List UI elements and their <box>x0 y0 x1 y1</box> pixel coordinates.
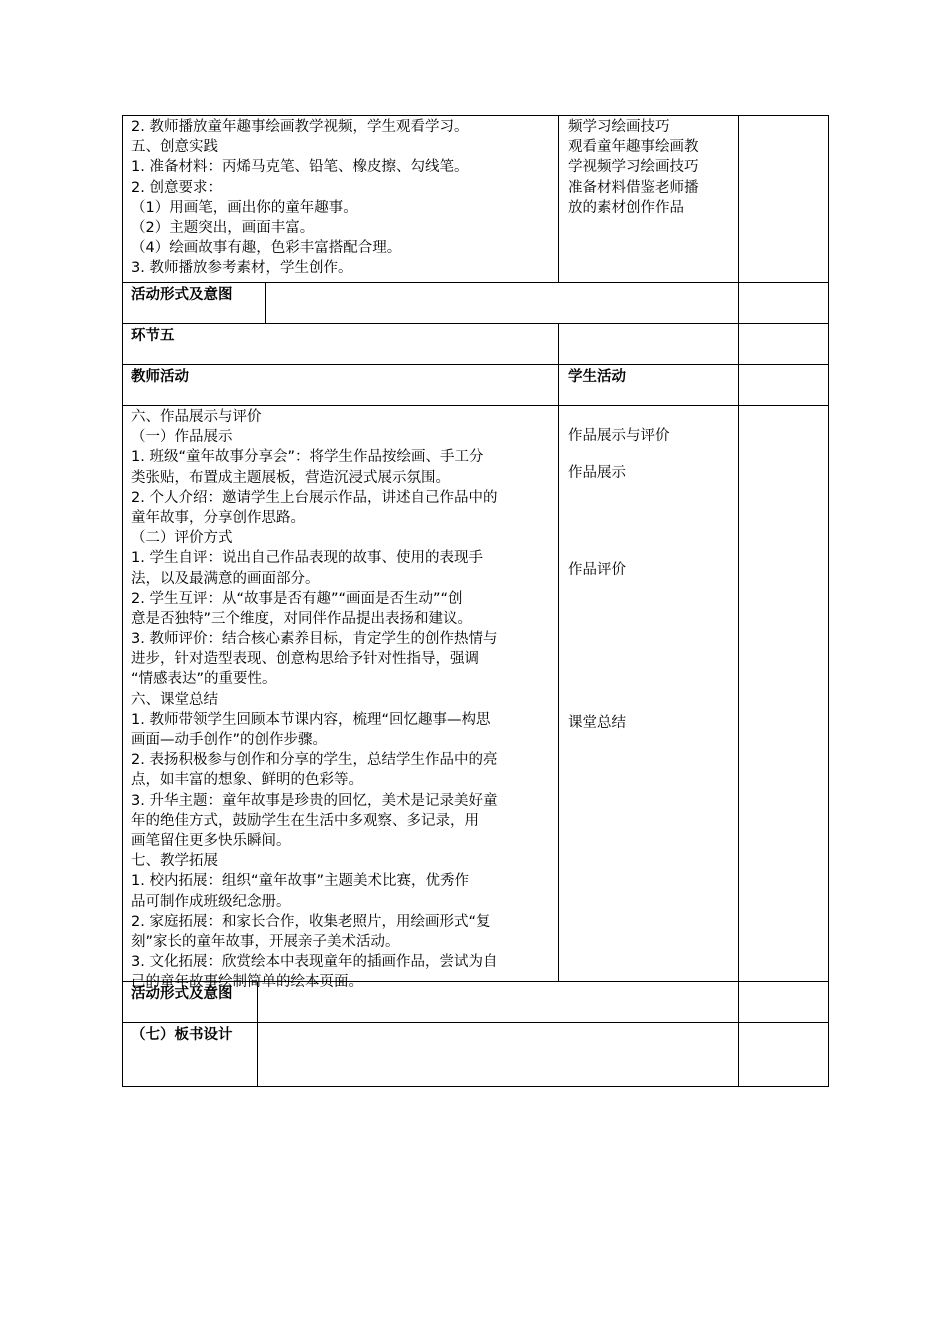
text-line: 观看童年趣事绘画教 <box>568 139 699 156</box>
text-line: 频学习绘画技巧 <box>568 119 670 135</box>
activity-form-label: 活动形式及意图 <box>131 287 233 303</box>
text-line: 年的绝佳方式，鼓励学生在生活中多观察、多记录，用 <box>131 812 479 829</box>
board-design-label: （七）板书设计 <box>131 1027 233 1043</box>
column-divider <box>558 323 559 982</box>
text-line: 刻”家长的童年故事，开展亲子美术活动。 <box>131 933 400 950</box>
student-activity-header: 学生活动 <box>568 369 626 385</box>
text-line: 画面—动手创作”的创作步骤。 <box>131 732 328 748</box>
text-line: （二）评价方式 <box>131 530 233 547</box>
column-divider <box>558 115 559 283</box>
student-item: 课堂总结 <box>568 715 626 731</box>
table-border-bottom <box>122 1086 829 1087</box>
student-activity-text-top <box>568 117 699 218</box>
text-line: 画笔留住更多快乐瞬间。 <box>131 832 291 849</box>
text-line: 六、作品展示与评价 <box>131 409 262 425</box>
text-line: 学视频学习绘画技巧 <box>568 159 699 176</box>
row-divider <box>122 282 829 283</box>
teacher-activity-text-main <box>131 407 497 992</box>
text-line: （2）主题突出，画面丰富。 <box>131 219 315 236</box>
row-divider <box>122 323 829 324</box>
text-line: 六、课堂总结 <box>131 691 218 708</box>
row-divider <box>122 364 829 365</box>
text-line: 3. 文化拓展：欣赏绘本中表现童年的插画作品，尝试为自 <box>131 954 498 971</box>
text-line: 七、教学拓展 <box>131 853 218 870</box>
row-divider <box>122 405 829 406</box>
text-line: （一）作品展示 <box>131 429 233 446</box>
text-line: 品可制作成班级纪念册。 <box>131 893 291 910</box>
text-line: （1）用画笔，画出你的童年趣事。 <box>131 199 358 216</box>
text-line: 童年故事，分享创作思路。 <box>131 509 305 526</box>
table-border-left <box>122 115 123 1087</box>
text-line: 2. 创意要求： <box>131 179 222 196</box>
teacher-activity-header: 教师活动 <box>131 369 189 385</box>
text-line: 五、创意实践 <box>131 139 218 156</box>
column-divider <box>738 115 739 1087</box>
text-line: 3. 教师评价：结合核心素养目标，肯定学生的创作热情与 <box>131 631 498 648</box>
section-five-label: 环节五 <box>131 328 175 344</box>
text-line: “情感表达”的重要性。 <box>131 671 277 688</box>
activity-form-label: 活动形式及意图 <box>131 986 233 1002</box>
student-item: 作品展示与评价 <box>568 428 670 444</box>
text-line: 2. 教师播放童年趣事绘画教学视频，学生观看学习。 <box>131 119 469 135</box>
column-divider <box>257 981 258 1087</box>
column-divider <box>265 282 266 324</box>
text-line: 3. 教师播放参考素材，学生创作。 <box>131 260 353 277</box>
student-item: 作品展示 <box>568 465 626 481</box>
text-line: 点，如丰富的想象、鲜明的色彩等。 <box>131 772 363 789</box>
text-line: 3. 升华主题：童年故事是珍贵的回忆，美术是记录美好童 <box>131 792 498 809</box>
text-line: 2. 个人介绍：邀请学生上台展示作品，讲述自己作品中的 <box>131 489 498 506</box>
text-line: 1. 教师带领学生回顾本节课内容，梳理“回忆趣事—构思 <box>131 711 491 728</box>
text-line: 1. 学生自评：说出自己作品表现的故事、使用的表现手 <box>131 550 483 567</box>
text-line: 法，以及最满意的画面部分。 <box>131 570 320 587</box>
table-border-top <box>122 115 829 116</box>
text-line: 2. 家庭拓展：和家长合作，收集老照片，用绘画形式“复 <box>131 913 491 930</box>
student-item: 作品评价 <box>568 562 626 578</box>
text-line: 1. 校内拓展：组织“童年故事”主题美术比赛，优秀作 <box>131 873 469 890</box>
table-border-right <box>828 115 829 1087</box>
text-line: 2. 学生互评：从“故事是否有趣”“画面是否生动”“创 <box>131 590 463 607</box>
text-line: 1. 班级“童年故事分享会”：将学生作品按绘画、手工分 <box>131 449 484 466</box>
text-line: 类张贴，布置成主题展板，营造沉浸式展示氛围。 <box>131 469 450 486</box>
text-line: 2. 表扬积极参与创作和分享的学生，总结学生作品中的亮 <box>131 752 498 769</box>
text-line: 1. 准备材料：丙烯马克笔、铅笔、橡皮擦、勾线笔。 <box>131 159 469 176</box>
text-line: 准备材料借鉴老师播 <box>568 179 699 196</box>
text-line: 己的童年故事绘制简单的绘本页面。 <box>131 974 363 991</box>
text-line: 意是否独特”三个维度，对同伴作品提出表扬和建议。 <box>131 610 473 627</box>
text-line: 进步，针对造型表现、创意构思给予针对性指导，强调 <box>131 651 479 668</box>
row-divider <box>122 1022 829 1023</box>
teacher-activity-text-top <box>131 117 468 279</box>
text-line: （4）绘画故事有趣，色彩丰富搭配合理。 <box>131 240 402 257</box>
text-line: 放的素材创作作品 <box>568 199 684 216</box>
